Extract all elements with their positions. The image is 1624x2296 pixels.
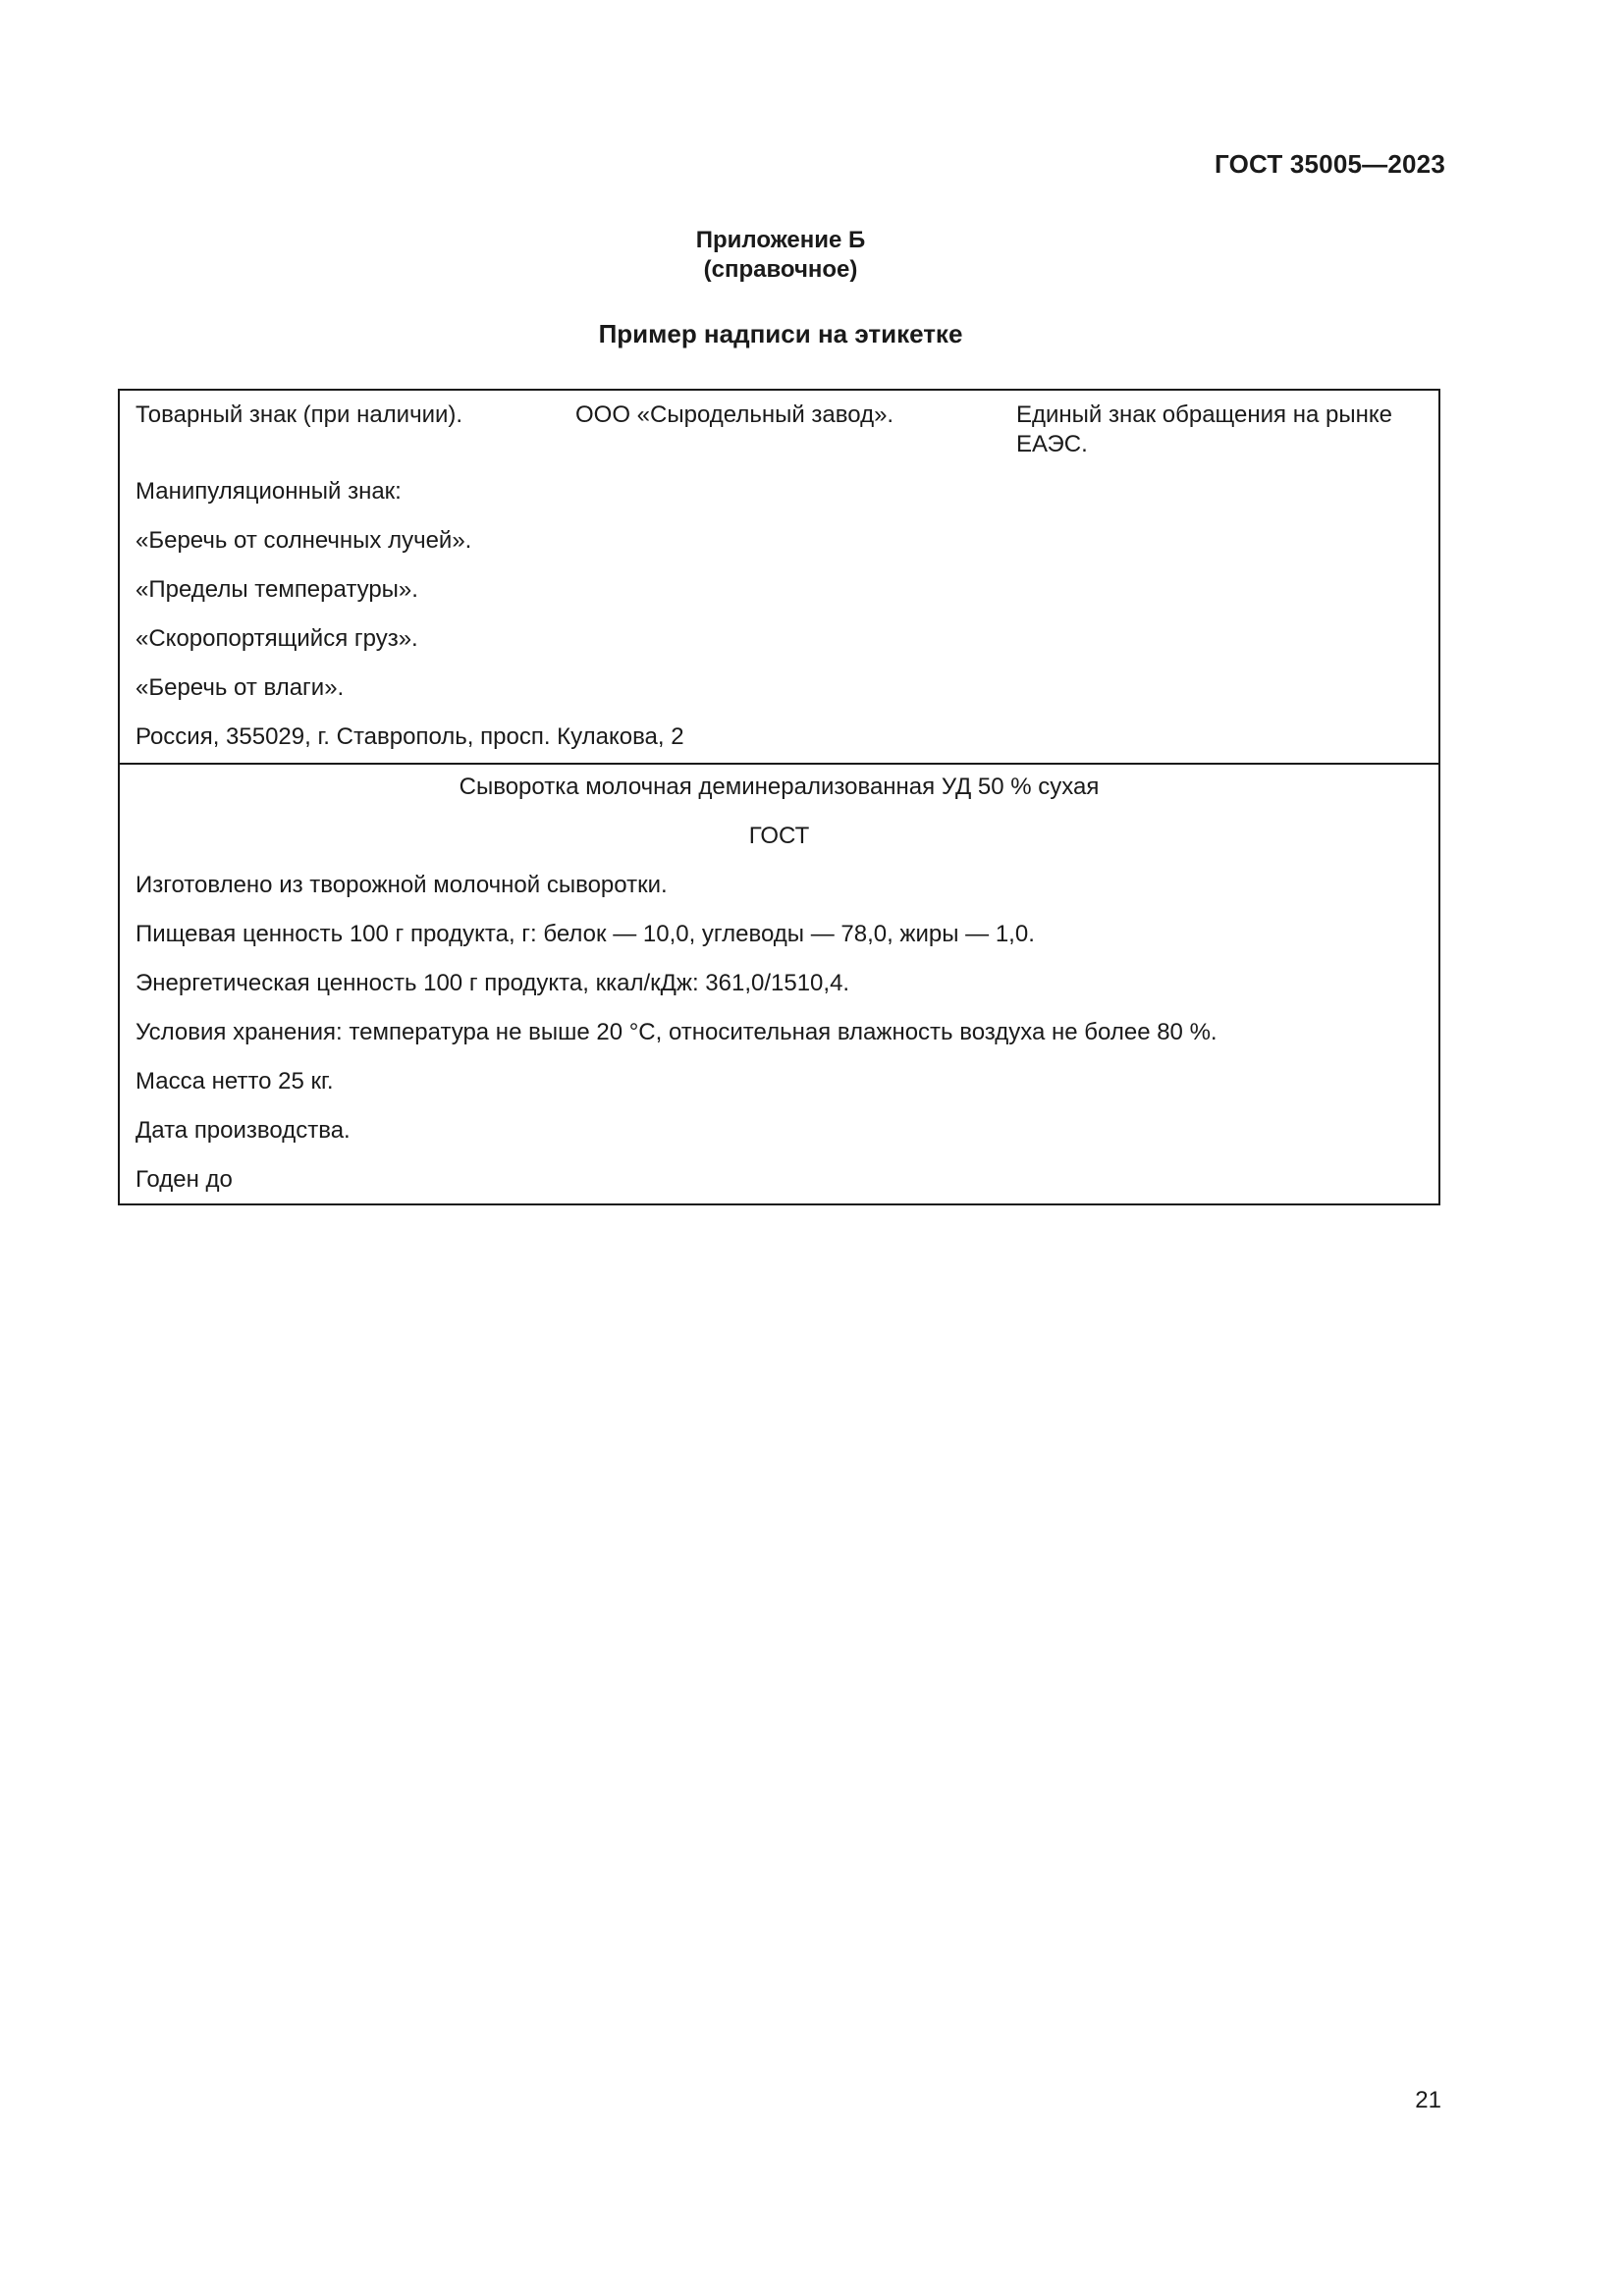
- label-line: Масса нетто 25 кг.: [135, 1068, 334, 1095]
- product-name: Сыворотка молочная деминерализованная УД 50 % сухая: [459, 774, 1100, 800]
- eac-mark-text: [1016, 400, 1428, 459]
- trademark-text: Товарный знак (при наличии).: [135, 401, 463, 428]
- label-top-section: [120, 391, 1438, 765]
- label-line: Изготовлено из творожной молочной сыворотки.: [135, 872, 668, 898]
- eac-mark-line: Единый знак обращения на рынке: [1016, 401, 1392, 428]
- label-line: Дата производства.: [135, 1117, 351, 1144]
- handling-sign-item: «Беречь от влаги».: [135, 674, 345, 701]
- eac-mark-line: ЕАЭС.: [1016, 431, 1088, 457]
- appendix-subtitle: (справочное): [703, 256, 858, 283]
- handling-sign-title: Манипуляционный знак:: [135, 478, 402, 505]
- document-code: ГОСТ 35005—2023: [1215, 149, 1445, 179]
- label-example-frame: [118, 389, 1440, 1205]
- label-line: Пищевая ценность 100 г продукта, г: белок — 10,0, углеводы — 78,0, жиры — 1,0.: [135, 921, 1035, 947]
- appendix-heading: [0, 226, 1561, 285]
- handling-sign-item: «Скоропортящийся груз».: [135, 625, 418, 652]
- product-standard: ГОСТ: [748, 823, 810, 849]
- manufacturer-text: ООО «Сыродельный завод».: [575, 401, 894, 428]
- label-line: Условия хранения: температура не выше 20 °С, относительная влажность воздуха не более 80 %.: [135, 1019, 1218, 1045]
- handling-sign-item: «Беречь от солнечных лучей».: [135, 527, 472, 554]
- page-number: 21: [1415, 2087, 1441, 2113]
- label-bottom-section: [120, 765, 1438, 1203]
- handling-sign-item: «Пределы температуры».: [135, 576, 418, 603]
- manufacturer-address: Россия, 355029, г. Ставрополь, просп. Кулакова, 2: [135, 723, 684, 750]
- label-line: Годен до: [135, 1166, 233, 1193]
- appendix-title: Приложение Б: [695, 227, 866, 253]
- label-line: Энергетическая ценность 100 г продукта, ккал/кДж: 361,0/1510,4.: [135, 970, 850, 996]
- label-example-heading: Пример надписи на этикетке: [598, 319, 963, 348]
